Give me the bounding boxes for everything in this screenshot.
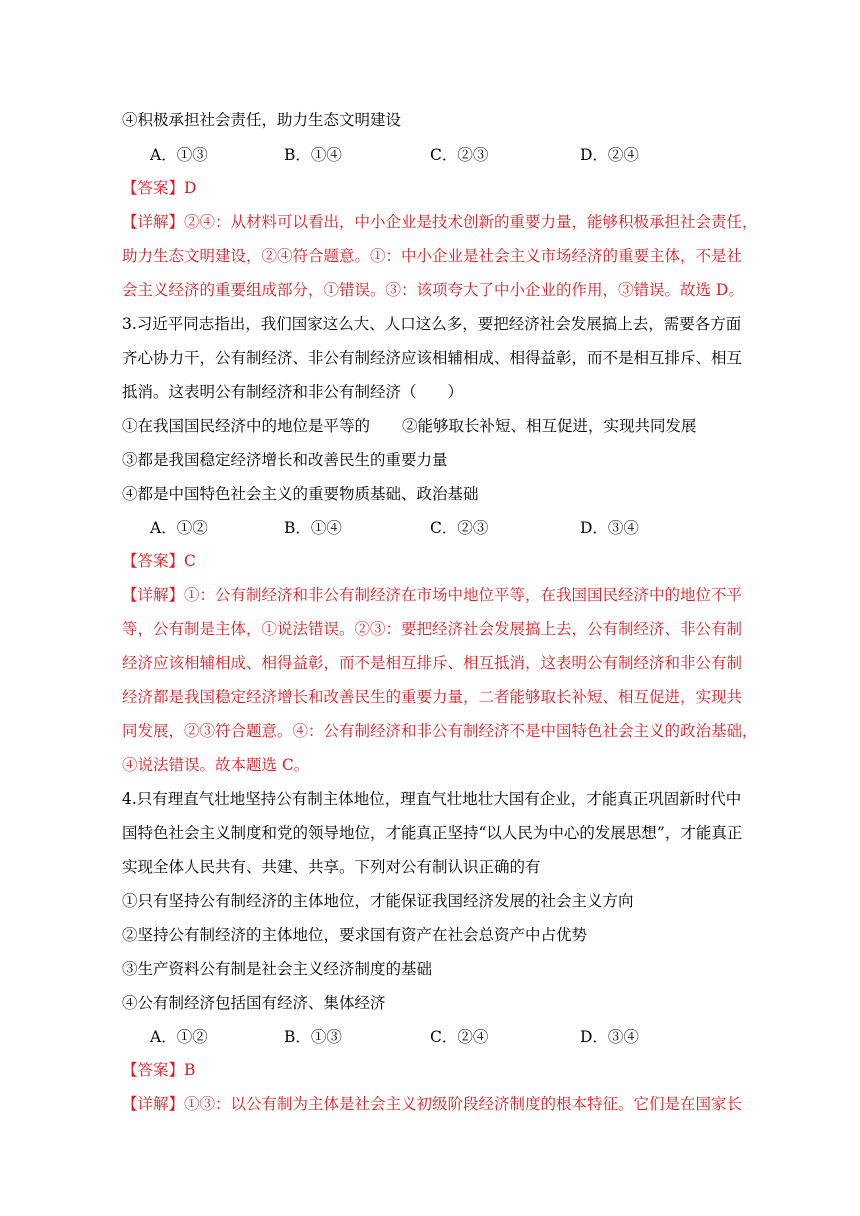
q4-item: ③生产资料公有制是社会主义经济制度的基础	[122, 960, 433, 978]
q4-option-a[interactable]: A．①②	[150, 1028, 208, 1046]
q4-stem-line: 4.只有理直气壮地坚持公有制主体地位，理直气壮地壮大国有企业，才能真正巩固新时代中	[122, 790, 742, 808]
q4-item: ④公有制经济包括国有经济、集体经济	[122, 994, 386, 1012]
q3-detail-line: 经济都是我国稳定经济增长和改善民生的重要力量，二者能够取长补短、相互促进，实现共	[122, 688, 743, 706]
q3-detail-line: 【详解】①：公有制经济和非公有制经济在市场中地位平等，在我国国民经济中的地位不平	[122, 586, 743, 604]
q3-stem-line: 3.习近平同志指出，我们国家这么大、人口这么多，要把经济社会发展搞上去，需要各方面	[122, 315, 742, 333]
q4-option-d[interactable]: D．③④	[580, 1028, 639, 1046]
q4-stem-line: 实现全体人民共有、共建、共享。下列对公有制认识正确的有	[122, 858, 541, 876]
q3-option-c[interactable]: C．②③	[430, 519, 489, 537]
q2-item-4: ④积极承担社会责任，助力生态文明建设	[122, 111, 402, 129]
q3-option-d[interactable]: D．③④	[580, 519, 639, 537]
q2-option-c[interactable]: C．②③	[430, 146, 489, 164]
q4-item: ①只有坚持公有制经济的主体地位，才能保证我国经济发展的社会主义方向	[122, 892, 634, 910]
q3-item-2: ②能够取长补短、相互促进，实现共同发展	[402, 417, 697, 435]
q4-detail-line: 【详解】①③：以公有制为主体是社会主义初级阶段经济制度的根本特征。它们是在国家长	[122, 1095, 743, 1113]
q2-option-d[interactable]: D．②④	[580, 146, 639, 164]
q3-stem-line: 抵消。这表明公有制经济和非公有制经济（ ）	[122, 383, 464, 401]
q4-option-b[interactable]: B．①③	[284, 1028, 342, 1046]
q4-option-c[interactable]: C．②④	[430, 1028, 489, 1046]
q3-detail-line: 等，公有制是主体，①说法错误。②③：要把经济社会发展搞上去，公有制经济、非公有制	[122, 620, 743, 638]
q3-detail-line: ④说法错误。故本题选 C。	[122, 756, 310, 774]
q3-item-1: ①在我国国民经济中的地位是平等的	[122, 417, 371, 435]
q2-answer: 【答案】D	[122, 179, 197, 197]
q2-option-a[interactable]: A．①③	[150, 146, 208, 164]
q3-option-b[interactable]: B．①④	[284, 519, 342, 537]
q4-answer: 【答案】B	[122, 1061, 196, 1079]
q3-detail-line: 经济应该相辅相成、相得益彰，而不是相互排斥、相互抵消，这表明公有制经济和非公有制	[122, 654, 743, 672]
q2-detail-line: 助力生态文明建设，②④符合题意。①：中小企业是社会主义市场经济的重要主体，不是社	[122, 247, 743, 265]
q4-stem-line: 国特色社会主义制度和党的领导地位，才能真正坚持“以人民为中心的发展思想”，才能真正	[122, 824, 743, 842]
q3-answer: 【答案】C	[122, 552, 196, 570]
q3-stem-line: 齐心协力干，公有制经济、非公有制经济应该相辅相成、相得益彰，而不是相互排斥、相互	[122, 349, 743, 367]
q3-detail-line: 同发展，②③符合题意。④：公有制经济和非公有制经济不是中国特色社会主义的政治基础，	[122, 722, 758, 740]
q2-detail-line: 会主义经济的重要组成部分，①错误。③：该项夸大了中小企业的作用，③错误。故选 D。	[122, 281, 744, 299]
q3-option-a[interactable]: A．①②	[150, 519, 208, 537]
q4-item: ②坚持公有制经济的主体地位，要求国有资产在社会总资产中占优势	[122, 926, 588, 944]
q3-item-4: ④都是中国特色社会主义的重要物质基础、政治基础	[122, 485, 479, 503]
q3-item-3: ③都是我国稳定经济增长和改善民生的重要力量	[122, 451, 448, 469]
q2-option-b[interactable]: B．①④	[284, 146, 342, 164]
q3-items-row	[122, 416, 742, 436]
q2-detail-line: 【详解】②④：从材料可以看出，中小企业是技术创新的重要力量，能够积极承担社会责任，	[122, 213, 758, 231]
